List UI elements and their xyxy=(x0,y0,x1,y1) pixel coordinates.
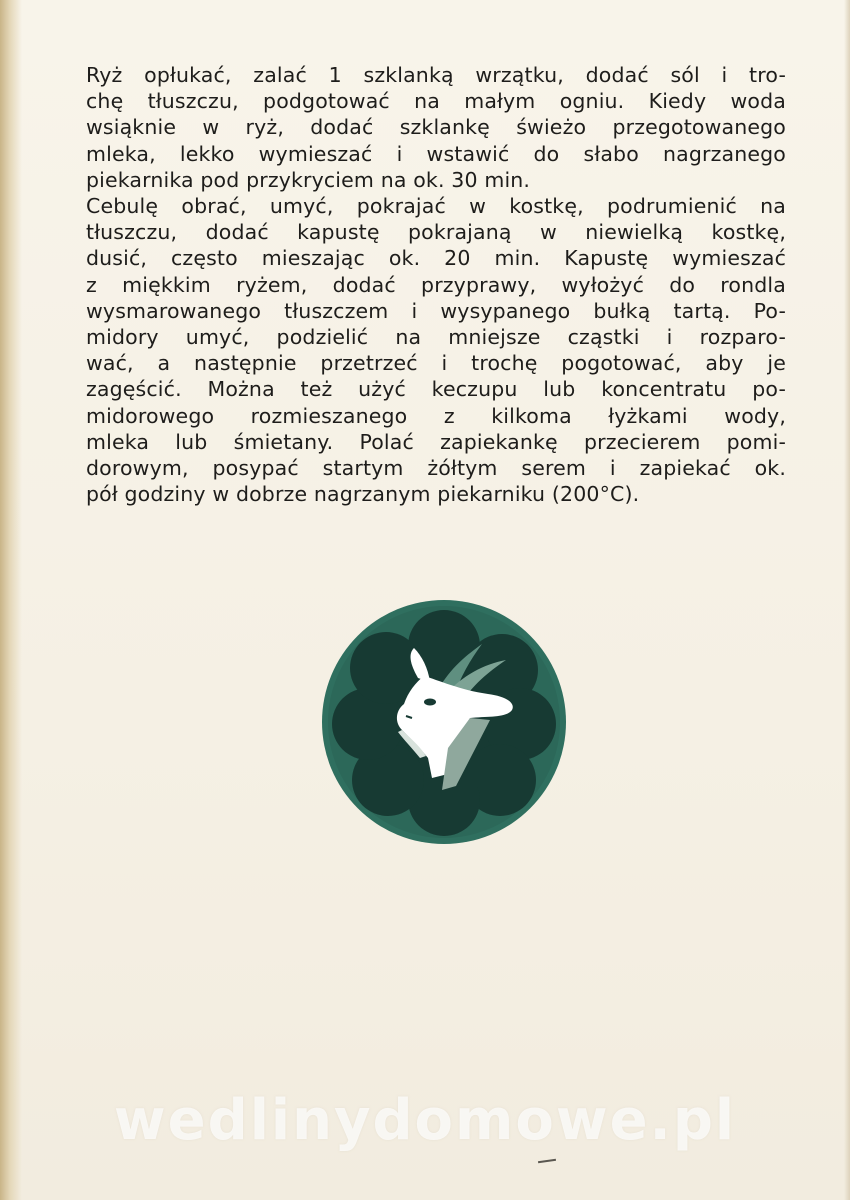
text-line: Ryż opłukać, zalać 1 szklanką wrzątku, dodać sól i tro- xyxy=(86,63,786,87)
text-line: z miękkim ryżem, dodać przyprawy, wyłożyć do rondla xyxy=(86,272,786,297)
text-line: zagęścić. Można też użyć keczupu lub koncentratu po- xyxy=(86,377,786,402)
ink-mark xyxy=(538,1159,556,1163)
text-line: piekarnika pod przykryciem na ok. 30 min. xyxy=(86,167,531,192)
text-line: midory umyć, podzielić na mniejsze cząstki i rozparo- xyxy=(86,325,786,350)
text-line: mleka, lekko wymieszać i wstawić do słabo nagrzanego xyxy=(86,141,786,166)
goat-eye xyxy=(424,699,436,706)
capricorn-goat-icon xyxy=(320,598,568,846)
text-line: pół godziny w dobrze nagrzanym piekarniku (200°C). xyxy=(86,482,640,507)
text-line: mleka lub śmietany. Polać zapiekankę przecierem pomi- xyxy=(86,429,786,454)
text-line: wać, a następnie przetrzeć i trochę pogotować, aby je xyxy=(86,351,786,376)
text-line: wsiąknie w ryż, dodać szklankę świeżo przegotowanego xyxy=(86,115,786,140)
text-line: tłuszczu, dodać kapustę pokrajaną w niewielką kostkę, xyxy=(86,220,786,245)
text-line: dorowym, posypać startym żółtym serem i zapiekać ok. xyxy=(86,456,786,481)
text-line: chę tłuszczu, podgotować na małym ogniu. Kiedy woda xyxy=(86,89,786,114)
text-line: midorowego rozmieszanego z kilkoma łyżkami wody, xyxy=(86,403,786,428)
text-line: dusić, często mieszając ok. 20 min. Kapustę wymieszać xyxy=(86,246,786,271)
page-binding-edge xyxy=(0,0,22,1200)
recipe-text xyxy=(86,62,786,507)
page-right-edge xyxy=(844,0,850,1200)
watermark: wedlinydomowe.pl xyxy=(113,1088,737,1153)
text-line: wysmarowanego tłuszczem i wysypanego bułką tartą. Po- xyxy=(86,298,786,323)
text-line: Cebulę obrać, umyć, pokrajać w kostkę, podrumienić na xyxy=(86,194,786,219)
